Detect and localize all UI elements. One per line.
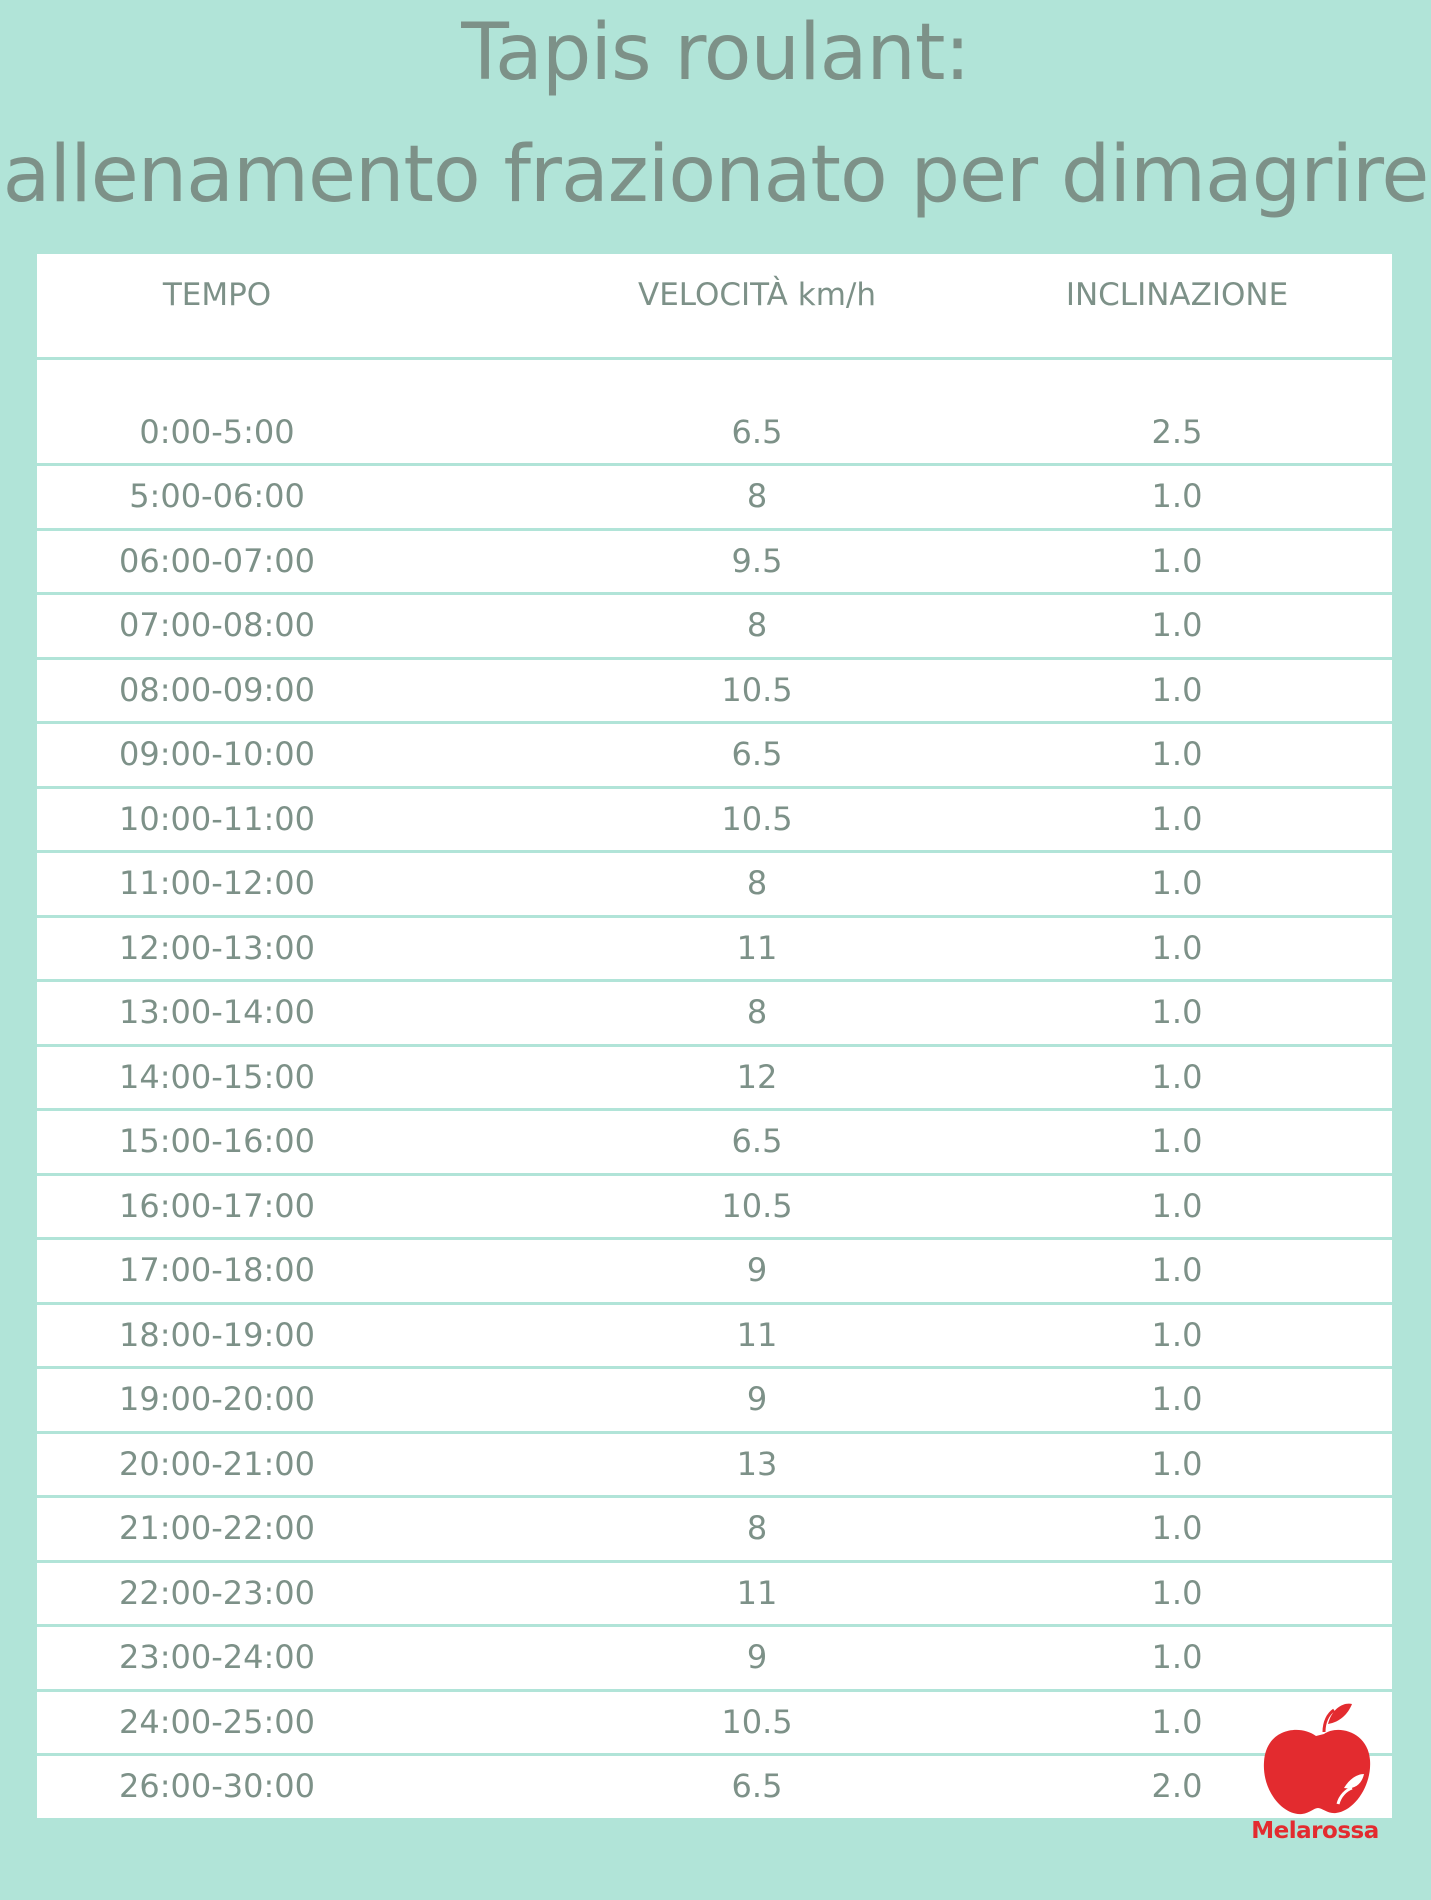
inclinazione-cell: 1.0 (1151, 477, 1203, 515)
inclinazione-cell: 1.0 (1151, 1380, 1203, 1418)
table-row (37, 918, 1392, 980)
table-row (37, 1111, 1392, 1173)
inclinazione-cell: 1.0 (1151, 1638, 1203, 1676)
table-row (37, 1047, 1392, 1109)
page-title-line-2: allenamento frazionato per dimagrire (2, 130, 1429, 220)
tempo-cell: 10:00-11:00 (119, 799, 315, 838)
header-inclinazione: INCLINAZIONE (1065, 277, 1289, 313)
velocita-cell: 13 (736, 1444, 778, 1483)
velocita-cell: 11 (736, 1573, 778, 1612)
velocita-cell: 8 (746, 864, 768, 902)
table-row (37, 982, 1392, 1044)
table-row (37, 1369, 1392, 1431)
inclinazione-cell: 1.0 (1151, 1509, 1203, 1547)
inclinazione-cell: 1.0 (1151, 1573, 1203, 1612)
velocita-cell: 11 (736, 1315, 778, 1354)
inclinazione-cell: 1.0 (1151, 864, 1203, 902)
table-row (37, 531, 1392, 593)
tempo-cell: 12:00-13:00 (119, 928, 315, 967)
tempo-cell: 06:00-07:00 (119, 541, 315, 580)
tempo-cell: 17:00-18:00 (119, 1251, 315, 1289)
table-row (37, 724, 1392, 786)
velocita-cell: 6.5 (731, 1767, 783, 1805)
table-header (37, 254, 1392, 357)
velocita-cell: 8 (746, 606, 768, 644)
apple-icon (1240, 1700, 1390, 1820)
inclinazione-cell: 1.0 (1151, 1315, 1203, 1354)
inclinazione-cell: 2.5 (1151, 413, 1203, 451)
table-row (37, 1176, 1392, 1238)
tempo-cell: 08:00-09:00 (119, 670, 315, 709)
velocita-cell: 9 (746, 1380, 768, 1418)
tempo-cell: 19:00-20:00 (119, 1380, 315, 1418)
tempo-cell: 26:00-30:00 (119, 1767, 315, 1805)
velocita-cell: 6.5 (731, 1122, 783, 1160)
logo-text: Melarossa (1251, 1818, 1379, 1844)
velocita-cell: 11 (736, 928, 778, 967)
table-row (37, 360, 1392, 463)
inclinazione-cell: 1.0 (1151, 670, 1203, 709)
inclinazione-cell: 1.0 (1151, 541, 1203, 580)
inclinazione-cell: 1.0 (1151, 1122, 1203, 1160)
tempo-cell: 11:00-12:00 (119, 864, 315, 902)
tempo-cell: 24:00-25:00 (119, 1702, 315, 1741)
inclinazione-cell: 2.0 (1151, 1767, 1203, 1805)
table-row (37, 1305, 1392, 1367)
tempo-cell: 14:00-15:00 (119, 1057, 315, 1096)
velocita-cell: 10.5 (721, 1702, 793, 1741)
inclinazione-cell: 1.0 (1151, 1702, 1203, 1741)
velocita-cell: 9 (746, 1251, 768, 1289)
velocita-cell: 8 (746, 993, 768, 1031)
inclinazione-cell: 1.0 (1151, 993, 1203, 1031)
tempo-cell: 13:00-14:00 (119, 993, 315, 1031)
melarossa-logo (1240, 1700, 1390, 1855)
table-row (37, 1692, 1392, 1754)
tempo-cell: 22:00-23:00 (119, 1573, 315, 1612)
tempo-cell: 23:00-24:00 (119, 1638, 315, 1676)
velocita-cell: 10.5 (721, 670, 793, 709)
table-row (37, 1563, 1392, 1625)
velocita-cell: 10.5 (721, 1186, 793, 1225)
table-row (37, 789, 1392, 851)
tempo-cell: 5:00-06:00 (129, 477, 305, 515)
inclinazione-cell: 1.0 (1151, 799, 1203, 838)
header-velocita: VELOCITÀ km/h (638, 277, 876, 313)
header-tempo: TEMPO (162, 277, 272, 313)
table-row (37, 660, 1392, 722)
velocita-cell: 6.5 (731, 413, 783, 451)
inclinazione-cell: 1.0 (1151, 735, 1203, 773)
workout-table (37, 254, 1392, 1835)
inclinazione-cell: 1.0 (1151, 1251, 1203, 1289)
inclinazione-cell: 1.0 (1151, 1186, 1203, 1225)
inclinazione-cell: 1.0 (1151, 1057, 1203, 1096)
velocita-cell: 10.5 (721, 799, 793, 838)
table-row (37, 1498, 1392, 1560)
velocita-cell: 12 (736, 1057, 778, 1096)
table-row (37, 1240, 1392, 1302)
tempo-cell: 21:00-22:00 (119, 1509, 315, 1547)
table-row (37, 466, 1392, 528)
page-title-line-1: Tapis roulant: (461, 8, 970, 98)
inclinazione-cell: 1.0 (1151, 1444, 1203, 1483)
table-row (37, 595, 1392, 657)
velocita-cell: 8 (746, 1509, 768, 1547)
tempo-cell: 0:00-5:00 (139, 413, 295, 451)
velocita-cell: 9 (746, 1638, 768, 1676)
table-body (37, 360, 1392, 1821)
table-row (37, 853, 1392, 915)
tempo-cell: 20:00-21:00 (119, 1444, 315, 1483)
velocita-cell: 9.5 (731, 541, 783, 580)
inclinazione-cell: 1.0 (1151, 606, 1203, 644)
velocita-cell: 6.5 (731, 735, 783, 773)
table-row (37, 1756, 1392, 1818)
velocita-cell: 8 (746, 477, 768, 515)
tempo-cell: 07:00-08:00 (119, 606, 315, 644)
inclinazione-cell: 1.0 (1151, 928, 1203, 967)
tempo-cell: 18:00-19:00 (119, 1315, 315, 1354)
table-row (37, 1627, 1392, 1689)
tempo-cell: 15:00-16:00 (119, 1122, 315, 1160)
table-row (37, 1434, 1392, 1496)
tempo-cell: 09:00-10:00 (119, 735, 315, 773)
tempo-cell: 16:00-17:00 (119, 1186, 315, 1225)
